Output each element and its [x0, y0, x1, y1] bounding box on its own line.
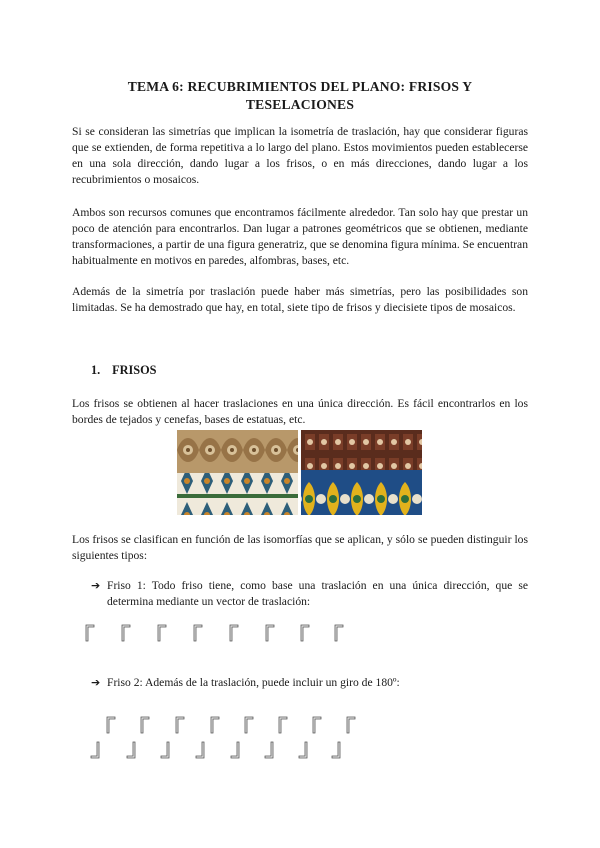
frieze-photos-image [177, 430, 422, 515]
section-title: FRISOS [112, 363, 157, 377]
rotated-corner-motif-icon [126, 741, 136, 759]
corner-motif-icon [300, 624, 310, 642]
resources-paragraph: Ambos son recursos comunes que encontramos fácilmente alrededor. Tan solo hay que prestar un poco de atención para encontrarlos. Dan lugar a patrones geométricos que se obtienen, mediante transformaciones, a partir de una figura generatriz, que se denomina figura mínima. Se encuentran habitualmente en motivos en paredes, alfombras, bases, etc. [72, 206, 528, 267]
rotated-corner-motif-icon [195, 741, 205, 759]
symmetry-paragraph: Además de la simetría por traslación puede haber más simetrías, pero las posibilidades son limitadas. Se ha demostrado que hay, en total, siete tipo de frisos y diecisiete tipos de mosaicos. [72, 285, 528, 314]
corner-motif-icon [193, 624, 203, 642]
corner-motif-icon [312, 716, 322, 734]
section-heading-frisos [91, 363, 157, 378]
corner-motif-icon [265, 624, 275, 642]
corner-motif-icon [334, 624, 344, 642]
bullet-text: Friso 2: Además de la traslación, puede incluir un giro de 180º: [107, 676, 400, 689]
rotated-corner-motif-icon [331, 741, 341, 759]
bullet-friso-2 [91, 675, 528, 691]
frisos-definition-paragraph: Los frisos se obtienen al hacer traslaciones en una única dirección. Es fácil encontrarlos en los bordes de tejados y cenefas, bases de estatuas, etc. [72, 397, 528, 426]
arrow-right-icon: ➔ [91, 579, 101, 592]
rotated-corner-motif-icon [90, 741, 100, 759]
corner-motif-icon [121, 624, 131, 642]
bullet-text: Friso 1: Todo friso tiene, como base una traslación en una única dirección, que se determina mediante un vector de traslación: [107, 579, 528, 608]
intro-paragraph: Si se consideran las simetrías que implican la isometría de traslación, hay que considerar figuras que se extienden, de forma repetitiva a lo largo del plano. Estos movimientos pueden establecerse en una sola dirección, dando lugar a los frisos, o en más direcciones, dando lugar a los recubrimientos o mosaicos. [72, 125, 528, 186]
arrow-right-icon: ➔ [91, 676, 101, 689]
page-title [72, 78, 528, 114]
corner-motif-icon [244, 716, 254, 734]
rotated-corner-motif-icon [230, 741, 240, 759]
section-number: 1. [91, 363, 101, 377]
corner-motif-icon [210, 716, 220, 734]
corner-motif-icon [106, 716, 116, 734]
corner-motif-icon [346, 716, 356, 734]
title-line-1: TEMA 6: RECUBRIMIENTOS DEL PLANO: FRISOS Y [127, 79, 473, 94]
bullet-friso-1 [91, 578, 528, 610]
rotated-corner-motif-icon [264, 741, 274, 759]
classification-paragraph: Los frisos se clasifican en función de las isomorfías que se aplican, y sólo se pueden distinguir los siguientes tipos: [72, 533, 528, 562]
corner-motif-icon [157, 624, 167, 642]
corner-motif-icon [229, 624, 239, 642]
rotated-corner-motif-icon [160, 741, 170, 759]
corner-motif-icon [85, 624, 95, 642]
corner-motif-icon [140, 716, 150, 734]
title-line-2: TESELACIONES [245, 97, 355, 112]
corner-motif-icon [278, 716, 288, 734]
corner-motif-icon [175, 716, 185, 734]
rotated-corner-motif-icon [298, 741, 308, 759]
